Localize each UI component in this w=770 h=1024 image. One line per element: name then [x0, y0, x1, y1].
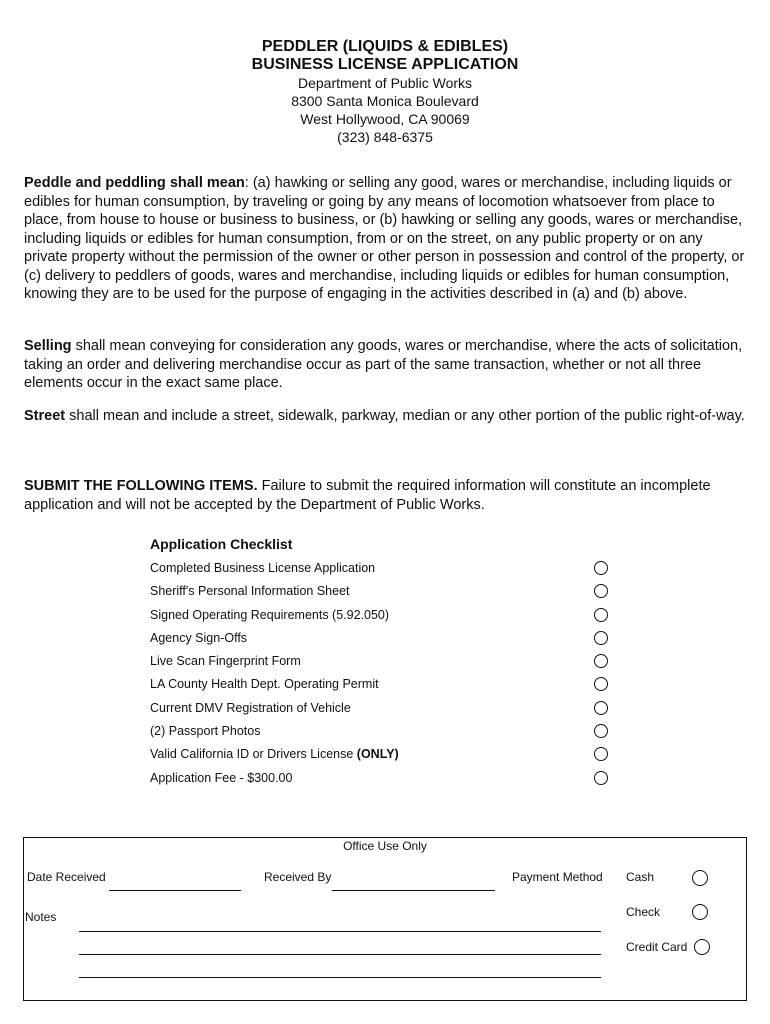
checklist-title: Application Checklist	[150, 536, 293, 552]
checklist-item	[150, 743, 620, 766]
checklist-item-label: Application Fee - $300.00	[150, 770, 293, 785]
peddle-definition	[24, 174, 748, 304]
checklist-radio[interactable]	[594, 561, 608, 575]
office-use-box	[23, 837, 747, 1001]
check-label: Check	[626, 905, 661, 919]
city-address: West Hollywood, CA 90069	[300, 111, 470, 127]
credit-card-radio[interactable]	[694, 939, 710, 955]
checklist-item	[150, 557, 620, 580]
submit-instructions	[24, 477, 748, 514]
form-title-line2: BUSINESS LICENSE APPLICATION	[251, 56, 519, 73]
street-term: Street	[24, 408, 66, 424]
notes-line-3[interactable]	[79, 977, 601, 978]
checklist-item	[150, 627, 620, 650]
checklist-item	[150, 720, 620, 743]
selling-term: Selling	[24, 338, 72, 354]
submit-text: Failure to submit the required information will constitute an incomplete application and will not be accepted by the Department of Public Works.	[24, 478, 711, 513]
checklist-item-label: (2) Passport Photos	[150, 724, 261, 739]
office-use-title: Office Use Only	[343, 839, 427, 853]
checklist-radio[interactable]	[594, 608, 608, 622]
checklist-item	[150, 580, 620, 603]
selling-text: shall mean conveying for consideration any goods, wares or merchandise, where the acts of solicitation, taking an order and delivering merchandise occur as part of the same transaction, whether or not all three elements occur in the exact same place.	[24, 338, 743, 391]
phone-number: (323) 848-6375	[337, 129, 433, 145]
street-definition	[24, 407, 748, 426]
payment-method-label: Payment Method	[512, 870, 603, 884]
cash-label: Cash	[626, 870, 655, 884]
checklist-item-label: Live Scan Fingerprint Form	[150, 654, 301, 669]
checklist-item	[150, 673, 620, 696]
checklist-radio[interactable]	[594, 771, 608, 785]
received-by-field[interactable]	[332, 890, 495, 891]
checklist-radio[interactable]	[594, 631, 608, 645]
street-address: 8300 Santa Monica Boulevard	[291, 93, 479, 109]
checklist-item-label: Current DMV Registration of Vehicle	[150, 700, 351, 715]
received-by-label: Received By	[264, 870, 332, 884]
checklist-item	[150, 767, 620, 790]
selling-definition	[24, 337, 748, 393]
form-title-line1: PEDDLER (LIQUIDS & EDIBLES)	[261, 38, 509, 55]
form-header	[0, 38, 770, 146]
notes-label: Notes	[25, 910, 57, 924]
checklist-item	[150, 650, 620, 673]
cash-radio[interactable]	[692, 870, 708, 886]
check-radio[interactable]	[692, 904, 708, 920]
checklist-item	[150, 604, 620, 627]
street-text: shall mean and include a street, sidewalk, parkway, median or any other portion of the public right-of-way.	[65, 408, 745, 424]
application-checklist	[150, 535, 620, 790]
peddle-term: Peddle and peddling shall mean	[24, 175, 245, 191]
submit-heading: SUBMIT THE FOLLOWING ITEMS.	[24, 478, 258, 494]
checklist-radio[interactable]	[594, 747, 608, 761]
checklist-item-label: Sheriff's Personal Information Sheet	[150, 584, 350, 599]
peddle-text: : (a) hawking or selling any good, wares or merchandise, including liquids or edibles for human consumption, by traveling or going by any means of locomotion whatsoever from place to place, from house to house or business to business, or (b) hawking or selling any goods, wares or merchandise, including liquids or edibles for human consumption, from or on the street, on any public property or on any private property without the permission of the owner or other person in possession and control of the property, or (c) delivery to peddlers of goods, wares and merchandise, including liquids or edibles for human consumption, knowing they are to be used for the purpose of engaging in the activities described in (a) and (b) above.	[24, 175, 745, 302]
checklist-radio[interactable]	[594, 584, 608, 598]
checklist-radio[interactable]	[594, 701, 608, 715]
notes-line-2[interactable]	[79, 954, 601, 955]
notes-line-1[interactable]	[79, 931, 601, 932]
checklist-item-label: Completed Business License Application	[150, 561, 376, 575]
checklist-item-label: Agency Sign-Offs	[150, 630, 248, 645]
checklist-radio[interactable]	[594, 724, 608, 738]
date-received-label: Date Received	[27, 870, 106, 884]
checklist-radio[interactable]	[594, 654, 608, 668]
checklist-item-qualifier: (ONLY)	[353, 747, 399, 762]
date-received-field[interactable]	[109, 890, 241, 891]
credit-card-label: Credit Card	[626, 940, 688, 954]
department-name: Department of Public Works	[297, 75, 473, 91]
checklist-item	[150, 697, 620, 720]
checklist-radio[interactable]	[594, 677, 608, 691]
checklist-item-label: Signed Operating Requirements (5.92.050)	[150, 607, 390, 622]
checklist-item-label: LA County Health Dept. Operating Permit	[150, 677, 379, 692]
checklist-item-label: Valid California ID or Drivers License	[150, 747, 354, 762]
